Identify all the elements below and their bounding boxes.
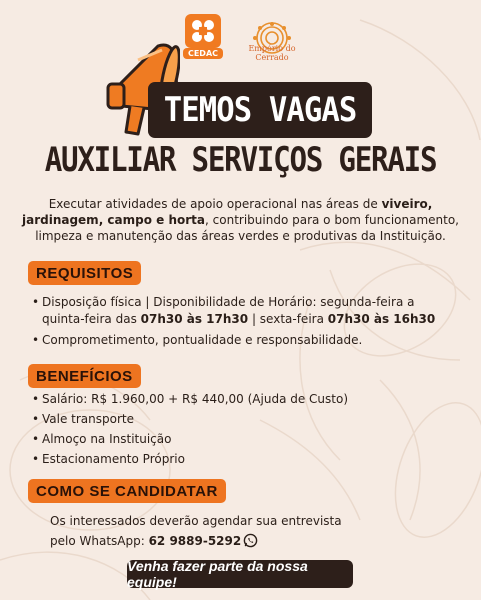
description-bold-2: jardinagem, campo e horta	[21, 213, 206, 227]
emporio-logo-text	[236, 44, 308, 62]
bullet-icon: •	[32, 295, 40, 309]
header-logos	[0, 10, 481, 68]
beneficios-heading: BENEFÍCIOS	[28, 364, 141, 388]
requisito-hours-friday: 07h30 às 16h30	[327, 312, 436, 326]
beneficio-salario: Salário: R$ 1.960,00 + R$ 440,00 (Ajuda de Custo)	[42, 392, 349, 406]
beneficios-list	[32, 391, 452, 468]
requisito-text-2: Comprometimento, pontualidade e responsabilidade.	[42, 333, 363, 347]
requisitos-heading: REQUISITOS	[28, 261, 141, 285]
whatsapp-label: pelo WhatsApp:	[50, 534, 149, 548]
candidatar-heading: COMO SE CANDIDATAR	[28, 479, 226, 503]
beneficio-estacionamento: Estacionamento Próprio	[42, 452, 185, 466]
list-item	[32, 391, 452, 408]
bullet-icon: •	[32, 333, 40, 347]
emporio-logo-line2: Cerrado	[255, 53, 289, 62]
requisito-text: Disposição física | Disponibilidade de Horário: segunda-feira a quinta-feira das	[42, 295, 415, 326]
beneficio-almoco: Almoço na Instituição	[42, 432, 172, 446]
bullet-icon: •	[32, 392, 40, 406]
candidatar-line-1: Os interessados deverão agendar sua entrevista	[50, 514, 342, 528]
description-text-2: , contribuindo para o bom funcionamento, limpeza e manutenção das áreas verdes e produtivas da Instituição.	[35, 213, 459, 243]
headline-banner	[148, 82, 372, 138]
job-title: AUXILIAR SERVIÇOS GERAIS	[44, 140, 437, 180]
description-text-1: Executar atividades de apoio operacional nas áreas de	[48, 197, 382, 211]
job-description	[20, 196, 461, 244]
description-bold-1: viveiro,	[381, 197, 433, 211]
list-item	[32, 451, 452, 468]
requisito-hours-weekday: 07h30 às 17h30	[140, 312, 249, 326]
bullet-icon: •	[32, 432, 40, 446]
candidatar-line-2	[50, 531, 410, 551]
candidatar-text	[50, 511, 410, 551]
bullet-icon: •	[32, 412, 40, 426]
requisito-text-friday: | sexta-feira	[248, 312, 328, 326]
bullet-icon: •	[32, 452, 40, 466]
headline-banner-text: TEMOS VAGAS	[163, 90, 357, 130]
list-item	[32, 294, 452, 328]
whatsapp-phone-link[interactable]: 62 9889-5292	[148, 534, 242, 548]
list-item	[32, 411, 452, 428]
beneficio-transporte: Vale transporte	[42, 412, 134, 426]
whatsapp-icon[interactable]	[243, 533, 258, 548]
list-item	[32, 332, 452, 349]
join-team-banner: Venha fazer parte da nossa equipe!	[127, 560, 353, 588]
list-item	[32, 431, 452, 448]
emporio-logo-line1: Empório do	[248, 44, 296, 53]
requisitos-list	[32, 294, 452, 349]
cedac-logo-text: CEDAC	[183, 48, 223, 59]
